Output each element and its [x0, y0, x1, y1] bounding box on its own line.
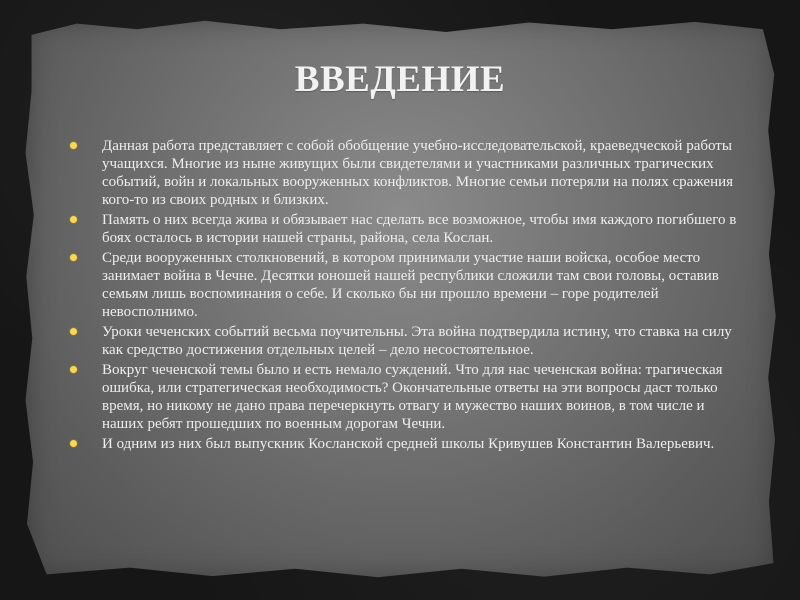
bullet-icon [70, 216, 77, 223]
bullet-text-5: Вокруг чеченской темы было и есть немало суждений. Что для нас чеченская война: трагическая ошибка, или стратегическая необходимость? Окончательные ответы на эти вопросы даст только время, но никому не дано права перечеркнуть отвагу и мужество наших воинов, в том числе и наших ребят прошедших по военным дорогам Чечни. [102, 362, 723, 432]
bullet-item-4 [70, 323, 740, 359]
bullet-icon [70, 328, 77, 335]
bullet-item-1 [70, 137, 740, 209]
bullet-item-2 [70, 211, 740, 247]
bullet-text-3: Среди вооруженных столкновений, в котором принимали участие наши войска, особое место занимает война в Чечне. Десятки юношей нашей республики сложили там свои головы, оставив семьям лишь воспоминания о себе. И сколько бы ни прошло времени – горе родителей невосполнимо. [102, 250, 719, 320]
slide-content [70, 137, 740, 455]
slide-title: ВВЕДЕНИЕ [294, 58, 506, 100]
bullet-item-6 [70, 435, 740, 453]
bullet-icon [70, 440, 77, 447]
bullet-item-3 [70, 249, 740, 321]
bullet-icon [70, 254, 77, 261]
bullet-icon [70, 142, 77, 149]
bullet-list [70, 137, 740, 453]
bullet-item-5 [70, 361, 740, 433]
bullet-icon [70, 366, 77, 373]
bullet-text-1: Данная работа представляет с собой обобщение учебно-исследовательской, краеведческой работы учащихся. Многие из ныне живущих были свидетелями и участниками различных трагических событий, войн и локальных вооруженных конфликтов. Многие семьи потеряли на полях сражения кого-то из своих родных и близких. [102, 138, 734, 208]
bullet-text-2: Память о них всегда жива и обязывает нас сделать все возможное, чтобы имя каждого погибшего в боях осталось в истории нашей страны, района, села Кослан. [102, 212, 737, 246]
bullet-text-6: И одним из них был выпускник Косланской средней школы Кривушев Константин Валерьевич. [102, 436, 715, 452]
bullet-text-4: Уроки чеченских событий весьма поучительны. Эта война подтвердила истину, что ставка на силу как средство достижения отдельных целей – дело несостоятельное. [102, 324, 732, 358]
